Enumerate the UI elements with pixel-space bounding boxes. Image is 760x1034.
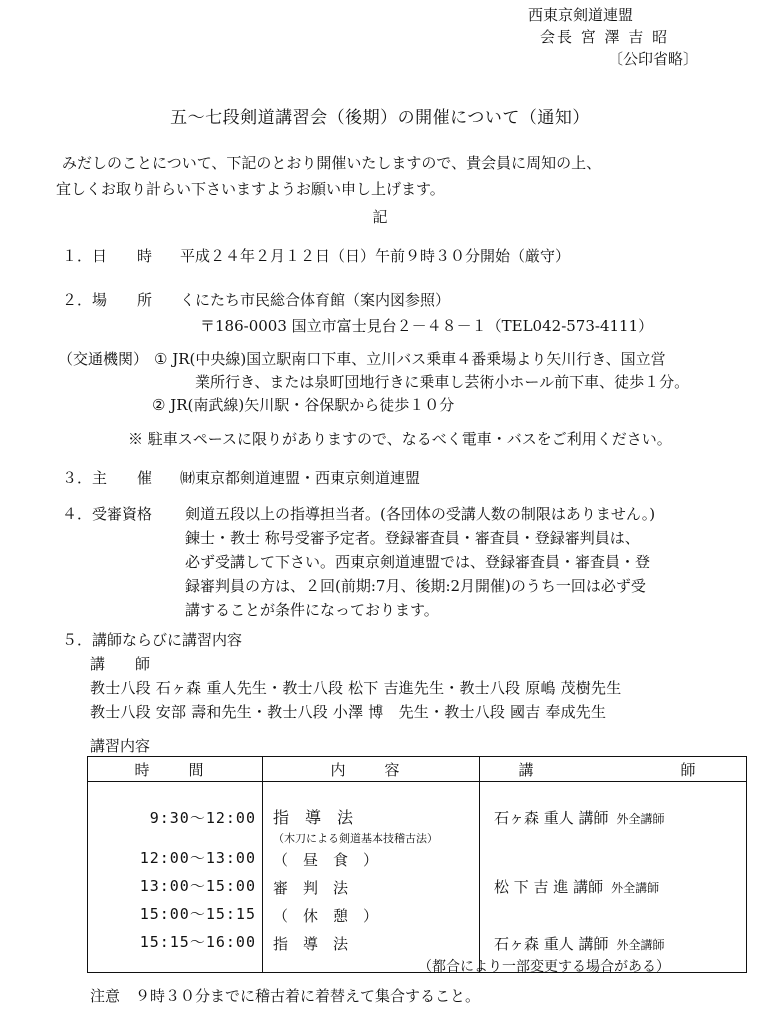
intro-line-2: 宜しくお取り計らい下さいますようお願い申し上げます。: [56, 180, 445, 198]
content-1: [273, 804, 459, 832]
time-column: [88, 782, 263, 973]
item-date: [62, 244, 570, 268]
item-instructors-label: ５．講師ならびに講習内容: [62, 631, 243, 649]
schedule-table: [87, 756, 747, 973]
instructor-3-extra: 外全講師: [611, 881, 660, 895]
issuer-org: 西東京剣道連盟: [528, 6, 634, 24]
instructor-3: [494, 873, 746, 902]
item-qualification-label: ４．受審資格: [62, 505, 153, 523]
intro-paragraph: [56, 150, 602, 202]
time-5: 15:15〜16:00: [139, 933, 256, 951]
instructor-1: [494, 804, 746, 833]
content-3: 審 判 法: [273, 879, 349, 897]
instructor-5-name: 石ヶ森 重人 講師: [494, 935, 609, 953]
schedule-header-row: [88, 757, 747, 782]
time-1: 9:30〜12:00: [149, 809, 256, 827]
issuer-president: 会長 宮 澤 吉 昭: [540, 28, 670, 46]
qualification-line-2: 錬士・教士 称号受審予定者。登録審査員・審査員・登録審判員は、: [185, 529, 640, 547]
route-1-line-1: ① JR(中央線)国立駅南口下車、立川バス乗車４番乗場より矢川行き、国立営: [154, 350, 666, 368]
instructors-line-2: 教士八段 安部 壽和先生・教士八段 小澤 博 先生・教士八段 國吉 奉成先生: [90, 703, 607, 721]
transport-label: （交通機関）: [58, 350, 149, 368]
item-venue-value: くにたち市民総合体育館（案内図参照）: [180, 291, 451, 309]
header-time: 時 間: [88, 757, 263, 782]
time-3: 13:00〜15:00: [139, 877, 256, 895]
instructors-label: 講 師: [90, 655, 151, 673]
instructor-1-extra: 外全講師: [616, 812, 665, 826]
parking-note: ※ 駐車スペースに限りがありますので、なるべく電車・バスをご利用ください。: [128, 430, 672, 448]
route-1-line-2: 業所行き、または泉町団地行きに乗車し芸術小ホール前下車、徒歩１分。: [195, 373, 690, 391]
time-2: 12:00〜13:00: [139, 849, 256, 867]
document-title: 五〜七段剣道講習会（後期）の開催について（通知）: [170, 108, 590, 128]
item-instructors: [62, 628, 621, 724]
time-4: 15:00〜15:15: [139, 905, 256, 923]
header-content: 内 容: [263, 757, 480, 782]
header-instructor: 講 師: [480, 757, 747, 782]
content-5: 指 導 法: [273, 935, 349, 953]
change-note: （都合により一部変更する場合がある）: [418, 959, 670, 975]
qualification-line-4: 録審判員の方は、２回(前期:7月、後期:2月開催)のうち一回は必ず受: [185, 577, 646, 595]
route-2: ② JR(南武線)矢川駅・谷保駅から徒歩１０分: [152, 396, 455, 414]
content-1-sub: （木刀による剣道基本技稽古法）: [273, 832, 438, 845]
content-column: [263, 782, 480, 973]
instructor-5: [494, 930, 746, 959]
schedule-title: 講習内容: [90, 737, 151, 755]
ki-heading: 記: [372, 208, 388, 226]
venue-address: 〒186-0003 国立市富士見台２－４８－１（TEL042-573-4111）: [200, 317, 654, 335]
content-1-label: 指 導 法: [273, 808, 354, 827]
content-4: （ 休 憩 ）: [273, 907, 379, 925]
item-organizer-value: ㈶東京都剣道連盟・西東京剣道連盟: [180, 469, 421, 487]
item-venue-label: ２．場 所: [62, 291, 153, 309]
item-date-value: 平成２４年２月１２日（日）午前９時３０分開始（厳守）: [180, 247, 571, 265]
instructor-1-name: 石ヶ森 重人 講師: [494, 809, 609, 827]
item-qualification: [62, 502, 655, 622]
intro-line-1: みだしのことについて、下記のとおり開催いたしますので、貴会員に周知の上、: [62, 154, 602, 172]
transport-block: [58, 348, 689, 417]
instructors-line-1: 教士八段 石ヶ森 重人先生・教士八段 松下 吉進先生・教士八段 原嶋 茂樹先生: [90, 679, 622, 697]
qualification-line-1: 剣道五段以上の指導担当者。(各団体の受講人数の制限はありません。): [185, 505, 656, 523]
item-organizer: [62, 466, 420, 490]
schedule-body: [88, 782, 747, 973]
seal-note: 〔公印省略〕: [608, 50, 699, 68]
instructor-column: [480, 782, 747, 973]
content-2: （ 昼 食 ）: [273, 851, 379, 869]
qualification-line-5: 講することが条件になっております。: [185, 601, 439, 619]
caution-note: 注意 ９時３０分までに稽古着に着替えて集合すること。: [90, 987, 481, 1005]
qualification-line-3: 必ず受講して下さい。西東京剣道連盟では、登録審査員・審査員・登: [185, 553, 651, 571]
item-organizer-label: ３．主 催: [62, 469, 153, 487]
instructor-3-name: 松 下 吉 進 講師: [494, 878, 604, 896]
item-venue: [62, 287, 653, 339]
instructor-5-extra: 外全講師: [616, 938, 665, 952]
item-date-label: １．日 時: [62, 247, 153, 265]
issuer-block: [528, 4, 698, 70]
